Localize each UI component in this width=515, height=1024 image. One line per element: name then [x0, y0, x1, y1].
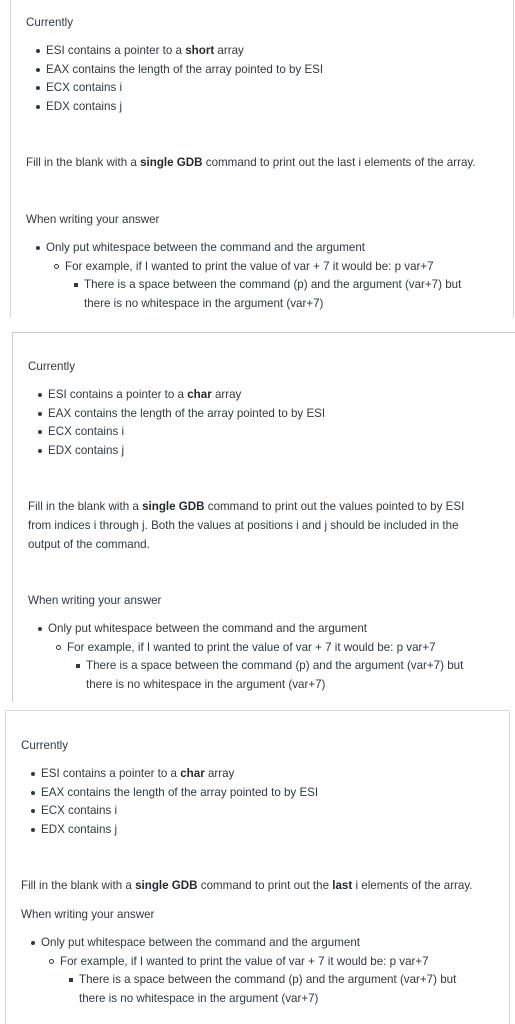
question-prompt-line-3: output of the command.: [28, 538, 150, 551]
list-item: ESI contains a pointer to a char array: [41, 767, 235, 780]
rule-item: Only put whitespace between the command and the argument: [41, 936, 361, 949]
list-item: EDX contains j: [46, 100, 123, 113]
example-item: For example, if I wanted to print the value of var + 7 it would be: p var+7: [65, 260, 434, 273]
list-item: ECX contains i: [41, 804, 118, 817]
square-bullet-icon: [76, 664, 80, 668]
list-item: ESI contains a pointer to a char array: [48, 388, 242, 401]
list-item: EAX contains the length of the array pointed to by ESI: [46, 63, 324, 76]
note-item: There is a space between the command (p) and the argument (var+7) but: [84, 278, 462, 291]
rule-item: Only put whitespace between the command and the argument: [48, 622, 368, 635]
answer-instructions-heading: When writing your answer: [26, 213, 160, 226]
question-panel-3: [5, 710, 510, 1024]
list-item: EAX contains the length of the array pointed to by ESI: [48, 407, 326, 420]
question-prompt-line-2: from indices i through j. Both the values at positions i and j should be included in the: [28, 519, 459, 532]
currently-heading: Currently: [21, 739, 69, 752]
question-prompt: Fill in the blank with a single GDB command to print out the values pointed to by ESI: [28, 500, 465, 513]
note-item: There is a space between the command (p) and the argument (var+7) but: [86, 659, 464, 672]
currently-heading: Currently: [26, 16, 74, 29]
list-item: EAX contains the length of the array pointed to by ESI: [41, 786, 319, 799]
bullet-icon: [31, 809, 35, 813]
bullet-icon: [31, 772, 35, 776]
currently-heading: Currently: [28, 360, 76, 373]
bullet-icon: [36, 49, 40, 53]
question-panel-1: [10, 0, 514, 318]
bullet-icon: [38, 393, 42, 397]
circle-bullet-icon: [56, 645, 61, 650]
answer-instructions-heading: When writing your answer: [28, 594, 162, 607]
note-item-continued: there is no whitespace in the argument (var+7): [84, 297, 324, 310]
bullet-icon: [36, 105, 40, 109]
circle-bullet-icon: [49, 959, 54, 964]
square-bullet-icon: [74, 283, 78, 287]
list-item: EDX contains j: [48, 444, 125, 457]
list-item: EDX contains j: [41, 823, 118, 836]
example-item: For example, if I wanted to print the value of var + 7 it would be: p var+7: [67, 641, 436, 654]
note-item-continued: there is no whitespace in the argument (var+7): [79, 992, 319, 1005]
bullet-icon: [38, 627, 42, 631]
bullet-icon: [31, 941, 35, 945]
bullet-icon: [36, 246, 40, 250]
list-item: ESI contains a pointer to a short array: [46, 44, 244, 57]
question-prompt: Fill in the blank with a single GDB command to print out the last i elements of the array.: [26, 156, 476, 169]
bullet-icon: [38, 430, 42, 434]
bullet-icon: [36, 86, 40, 90]
question-panel-2: [12, 332, 515, 702]
note-item: There is a space between the command (p) and the argument (var+7) but: [79, 973, 457, 986]
bullet-icon: [31, 828, 35, 832]
note-item-continued: there is no whitespace in the argument (var+7): [86, 678, 326, 691]
circle-bullet-icon: [54, 264, 59, 269]
list-item: ECX contains i: [46, 81, 123, 94]
square-bullet-icon: [69, 978, 73, 982]
list-item: ECX contains i: [48, 425, 125, 438]
bullet-icon: [36, 68, 40, 72]
rule-item: Only put whitespace between the command and the argument: [46, 241, 366, 254]
answer-instructions-heading: When writing your answer: [21, 908, 155, 921]
bullet-icon: [31, 791, 35, 795]
bullet-icon: [38, 412, 42, 416]
example-item: For example, if I wanted to print the value of var + 7 it would be: p var+7: [60, 955, 429, 968]
bullet-icon: [38, 449, 42, 453]
question-prompt: Fill in the blank with a single GDB command to print out the last i elements of the array.: [21, 879, 473, 892]
